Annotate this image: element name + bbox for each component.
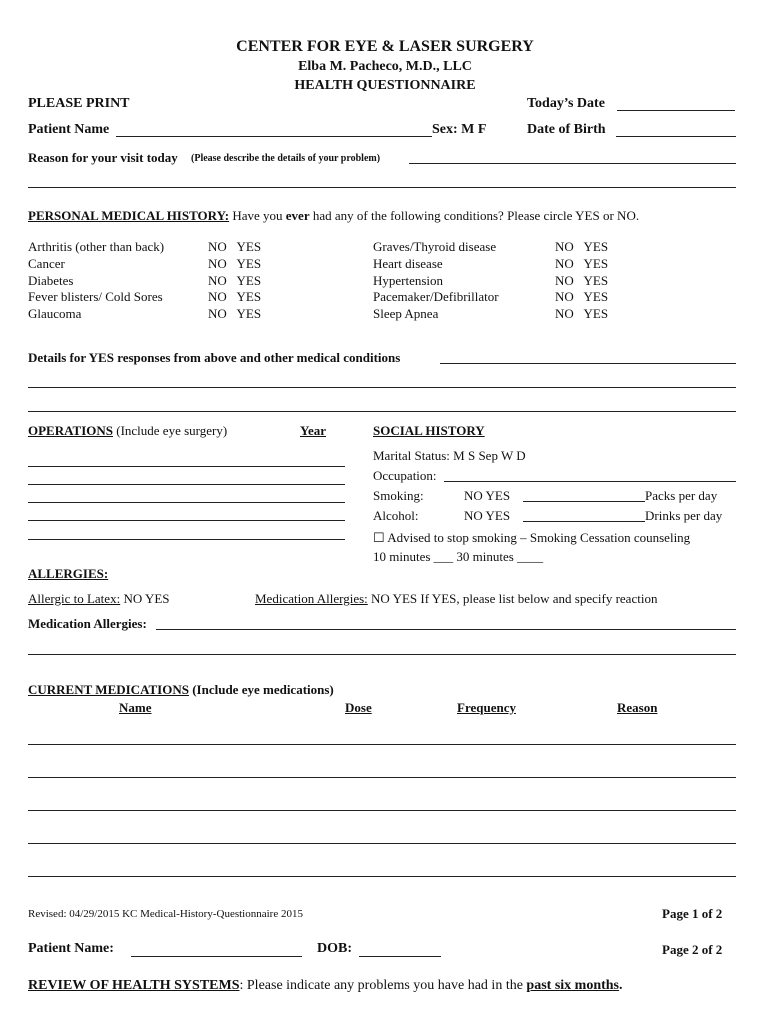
med-allergies-list-label: Medication Allergies: (28, 616, 147, 631)
condition-label: Glaucoma (28, 306, 82, 322)
no-option[interactable]: NO (208, 289, 227, 305)
smoking-label: Smoking: (373, 488, 424, 503)
marital-status[interactable]: Marital Status: M S Sep W D (373, 448, 526, 463)
ros-end: . (619, 978, 623, 993)
footer-patient-name-label: Patient Name: (28, 941, 114, 956)
reason-field-2[interactable] (28, 187, 736, 188)
footer-patient-name-field[interactable] (131, 956, 302, 957)
alcohol-label: Alcohol: (373, 508, 419, 523)
operation-field[interactable] (28, 484, 345, 485)
meds-col-name: Name (119, 700, 152, 715)
med-allergy-label: Medication Allergies: (255, 591, 368, 606)
details-field-2[interactable] (28, 387, 736, 388)
pmh-left-list (28, 239, 164, 323)
med-allergy-options[interactable]: NO YES If YES, please list below and specify reaction (367, 591, 658, 606)
dob-label: Date of Birth (527, 122, 606, 137)
medication-row[interactable] (28, 843, 736, 844)
condition-label: Diabetes (28, 272, 74, 288)
ros-heading (28, 978, 623, 994)
ros-text: : Please indicate any problems you have had in the (239, 978, 527, 993)
yes-option[interactable]: YES (583, 255, 609, 271)
pmh-heading (28, 208, 639, 224)
pmh-question-post: had any of the following conditions? Please circle YES or NO. (309, 208, 640, 223)
advised-row (373, 530, 690, 546)
condition-label: Cancer (28, 255, 65, 271)
pmh-right-answers (555, 239, 608, 323)
todays-date-field[interactable] (617, 110, 735, 111)
doctor-name: Elba M. Pacheco, M.D., LLC (298, 59, 472, 74)
allergies-title: ALLERGIES: (28, 566, 109, 581)
page-2-label: Page 2 of 2 (662, 942, 723, 957)
yes-option[interactable]: YES (583, 289, 609, 305)
meds-col-reason: Reason (617, 700, 658, 715)
latex-options[interactable]: NO YES (120, 591, 170, 606)
no-option[interactable]: NO (555, 306, 574, 322)
yes-option[interactable]: YES (236, 272, 262, 288)
org-title: CENTER FOR EYE & LASER SURGERY (236, 38, 534, 55)
yes-option[interactable]: YES (236, 255, 262, 271)
operation-field[interactable] (28, 502, 345, 503)
operation-field[interactable] (28, 539, 345, 540)
reason-note: (Please describe the details of your problem) (191, 153, 381, 164)
operations-year-header: Year (300, 423, 326, 438)
operation-field[interactable] (28, 520, 345, 521)
yes-option[interactable]: YES (583, 272, 609, 288)
med-allergy-row (255, 591, 657, 607)
ros-emphasis: past six months (526, 978, 620, 993)
pmh-question-pre: Have you (229, 208, 286, 223)
counseling-minutes[interactable]: 10 minutes ___ 30 minutes ____ (373, 549, 544, 564)
checkbox-icon[interactable]: ☐ (373, 530, 385, 545)
pmh-right-list (373, 239, 499, 323)
ros-title: REVIEW OF HEALTH SYSTEMS (28, 978, 240, 993)
meds-title: CURRENT MEDICATIONS (28, 682, 189, 697)
operation-field[interactable] (28, 466, 345, 467)
medication-row[interactable] (28, 777, 736, 778)
advised-label: Advised to stop smoking – Smoking Cessation counseling (387, 530, 691, 545)
reason-label: Reason for your visit today (28, 150, 178, 165)
dob-field[interactable] (616, 136, 736, 137)
condition-label: Sleep Apnea (373, 306, 439, 322)
patient-name-label: Patient Name (28, 122, 110, 137)
occupation-label: Occupation: (373, 468, 437, 483)
latex-row (28, 591, 170, 607)
details-label: Details for YES responses from above and other medical conditions (28, 350, 401, 365)
condition-label: Pacemaker/Defibrillator (373, 289, 499, 305)
social-history-title: SOCIAL HISTORY (373, 423, 485, 438)
details-field-3[interactable] (28, 411, 736, 412)
operations-title: OPERATIONS (28, 423, 113, 438)
form-title: HEALTH QUESTIONNAIRE (294, 78, 476, 93)
packs-label: Packs per day (645, 488, 718, 503)
operations-note: (Include eye surgery) (113, 423, 228, 438)
smoking-options[interactable]: NO YES (464, 488, 511, 503)
sex-options[interactable]: Sex: M F (432, 122, 487, 137)
operations-heading (28, 423, 227, 439)
condition-label: Graves/Thyroid disease (373, 239, 497, 254)
page-1-label: Page 1 of 2 (662, 906, 723, 921)
med-allergies-field-2[interactable] (28, 654, 736, 655)
alcohol-options[interactable]: NO YES (464, 508, 511, 523)
yes-option[interactable]: YES (236, 239, 262, 254)
yes-option[interactable]: YES (236, 306, 262, 322)
latex-label: Allergic to Latex: (28, 591, 121, 606)
no-option[interactable]: NO (555, 289, 574, 305)
footer-dob-label: DOB: (317, 941, 352, 956)
drinks-field[interactable] (523, 521, 645, 522)
no-option[interactable]: NO (208, 272, 227, 288)
meds-note: (Include eye medications) (188, 682, 334, 697)
yes-option[interactable]: YES (583, 239, 609, 254)
medication-row[interactable] (28, 744, 736, 745)
meds-heading (28, 682, 334, 698)
todays-date-label: Today’s Date (527, 96, 605, 111)
medication-row[interactable] (28, 810, 736, 811)
patient-name-field[interactable] (116, 136, 432, 137)
no-option[interactable]: NO (555, 255, 574, 271)
condition-label: Hypertension (373, 272, 444, 288)
packs-field[interactable] (523, 501, 645, 502)
medication-row[interactable] (28, 876, 736, 877)
no-option[interactable]: NO (208, 306, 227, 322)
footer-dob-field[interactable] (359, 956, 441, 957)
yes-option[interactable]: YES (236, 289, 262, 305)
meds-col-dose: Dose (345, 700, 372, 715)
reason-field-1[interactable] (409, 163, 736, 164)
please-print-label: PLEASE PRINT (28, 96, 130, 111)
revision-note: Revised: 04/29/2015 KC Medical-History-Questionnaire 2015 (28, 908, 303, 920)
meds-col-frequency: Frequency (457, 700, 516, 715)
med-allergies-field-1[interactable] (156, 629, 736, 630)
condition-label: Arthritis (other than back) (28, 239, 165, 254)
no-option[interactable]: NO (208, 239, 227, 254)
drinks-label: Drinks per day (645, 508, 723, 523)
no-option[interactable]: NO (555, 272, 574, 288)
occupation-field[interactable] (444, 481, 736, 482)
pmh-left-answers (208, 239, 261, 323)
condition-label: Fever blisters/ Cold Sores (28, 289, 163, 305)
condition-label: Heart disease (373, 255, 443, 271)
yes-option[interactable]: YES (583, 306, 609, 322)
no-option[interactable]: NO (208, 255, 227, 271)
pmh-question-ever: ever (285, 208, 310, 223)
details-field-1[interactable] (440, 363, 736, 364)
pmh-title: PERSONAL MEDICAL HISTORY: (28, 208, 230, 223)
no-option[interactable]: NO (555, 239, 574, 254)
